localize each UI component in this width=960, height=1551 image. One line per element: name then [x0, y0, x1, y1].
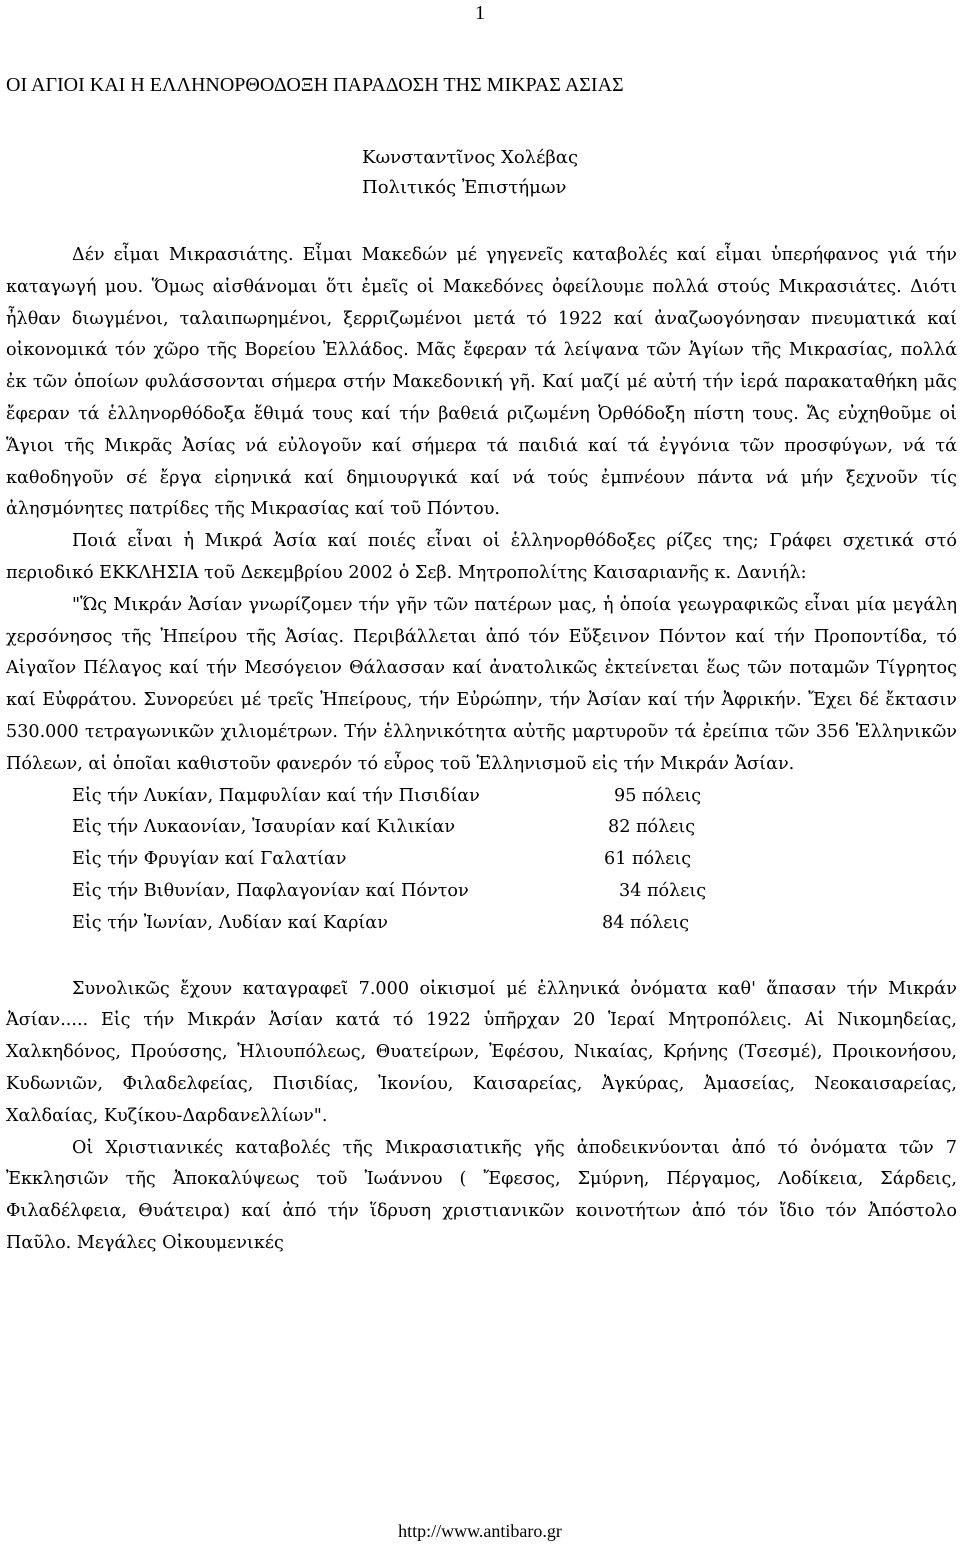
author-name: Κωνσταντῖνος Χολέβας: [362, 147, 579, 168]
list-item: [6, 812, 957, 844]
paragraph: Συνολικῶς ἔχουν καταγραφεῖ 7.000 οἰκισμοί μέ ἑλληνικά ὀνόματα καθ' ἅπασαν τήν Μικράν Ἀσίαν..... Εἰς τήν Μικράν Ἀσίαν κατά τό 1922 ὑπῆρχαν 20 Ἱεραί Μητροπόλεις. Αἱ Νικομηδείας, Χαλκηδόνος, Προύσσης, Ἡλιουπόλεως, Θυατείρων, Ἐφέσου, Νικαίας, Κρήνης (Τσεσμέ), Προικονήσου, Κυδωνιῶν, Φιλαδελφείας, Πισιδίας, Ἰκονίου, Καισαρείας, Ἀγκύρας, Ἀμασείας, Νεοκαισαρείας, Χαλδαίας, Κυζίκου-Δαρδανελλίων".: [6, 978, 957, 1126]
page-number: 1: [475, 2, 485, 24]
list-item: [6, 876, 957, 908]
author-role: Πολιτικός Ἐπιστήμων: [362, 177, 567, 198]
region-name: Εἰς τήν Βιθυνίαν, Παφλαγονίαν καί Πόντον: [72, 880, 469, 901]
regions-list: [6, 781, 957, 940]
region-count: 84 πόλεις: [602, 912, 690, 933]
region-count: 95 πόλεις: [614, 785, 702, 806]
footer-url: http://www.antibaro.gr: [398, 1521, 562, 1541]
document-title: ΟΙ ΑΓΙΟΙ ΚΑΙ Η ΕΛΛΗΝΟΡΘΟΔΟΞΗ ΠΑΡΑΔΟΣΗ ΤΗΣ ΜΙΚΡΑΣ ΑΣΙΑΣ: [6, 74, 624, 96]
paragraph: "Ὥς Μικράν Ἀσίαν γνωρίζομεν τήν γῆν τῶν πατέρων μας, ἡ ὁποία γεωγραφικῶς εἶναι μία μεγάλη χερσόνησος τῆς Ἠπείρου τῆς Ἀσίας. Περιβάλλεται ἀπό τόν Εὔξεινον Πόντον καί τήν Προποντίδα, τό Αἰγαῖον Πέλαγος καί τήν Μεσόγειον Θάλασσαν καί ἀνατολικῶς ἐκτείνεται ἕως τῶν ποταμῶν Τίγρητος καί Εὐφράτου. Συνορεύει μέ τρεῖς Ἠπείρους, τήν Εὐρώπην, τήν Ἀσίαν καί τήν Ἀφρικήν. Ἔχει δέ ἔκτασιν 530.000 τετραγωνικῶν χιλιομέτρων. Τήν ἑλληνικότητα αὐτῆς μαρτυροῦν τά ἐρείπια τῶν 356 Ἑλληνικῶν Πόλεων, αἱ ὁποῖαι καθιστοῦν φανερόν τό εὖρος τοῦ Ἑλληνισμοῦ εἰς τήν Μικράν Ἀσίαν.: [6, 594, 957, 774]
author-block: [362, 143, 578, 203]
region-name: Εἰς τήν Λυκαονίαν, Ἰσαυρίαν καί Κιλικίαν: [72, 817, 456, 838]
region-name: Εἰς τήν Φρυγίαν καί Γαλατίαν: [72, 849, 347, 870]
list-item: [6, 844, 957, 876]
region-name: Εἰς τήν Ἰωνίαν, Λυδίαν καί Καρίαν: [72, 912, 388, 933]
paragraph: Δέν εἶμαι Μικρασιάτης. Εἶμαι Μακεδών μέ γηγενεῖς καταβολές καί εἶμαι ὑπερήφανος γιά τήν καταγωγή μου. Ὅμως αἰσθάνομαι ὅτι ἐμεῖς οἱ Μακεδόνες ὀφείλουμε πολλά στούς Μικρασιάτες. Διότι ἦλθαν διωγμένοι, ταλαιπωρημένοι, ξερριζωμένοι μετά τό 1922 καί ἀναζωογόνησαν πνευματικά καί οἰκονομικά τόν χῶρο τῆς Βορείου Ἑλλάδος. Μᾶς ἔφεραν τά λείψανα τῶν Ἁγίων τῆς Μικρασίας, πολλά ἐκ τῶν ὁποίων φυλάσσονται σήμερα στήν Μακεδονική γῆ. Καί μαζί μέ αὐτή τήν ἱερά παρακαταθήκη μᾶς ἔφεραν τά ἑλληνορθόδοξα ἔθιμά τους καί τήν βαθειά ριζωμένη Ὀρθόδοξη πίστη τους. Ἄς εὐχηθοῦμε οἱ Ἅγιοι τῆς Μικρᾶς Ἀσίας νά εὐλογοῦν καί σήμερα τά παιδιά καί τά ἐγγόνια τῶν προσφύγων, νά τά καθοδηγοῦν σέ ἔργα εἰρηνικά καί δημιουργικά καί νά τούς ἐμπνέουν πάντα νά μήν ξεχνοῦν τίς ἀλησμόνητες πατρίδες τῆς Μικρασίας καί τοῦ Πόντου.: [6, 245, 957, 520]
spacer: [6, 940, 957, 974]
region-count: 82 πόλεις: [608, 817, 696, 838]
region-name: Εἰς τήν Λυκίαν, Παμφυλίαν καί τήν Πισιδίαν: [72, 785, 480, 806]
list-item: [6, 908, 957, 940]
paragraph: Ποιά εἶναι ἡ Μικρά Ἀσία καί ποιές εἶναι οἱ ἑλληνορθόδοξες ρίζες της; Γράφει σχετικά στό περιοδικό ΕΚΚΛΗΣΙΑ τοῦ Δεκεμβρίου 2002 ὁ Σεβ. Μητροπολίτης Καισαριανῆς κ. Δανιήλ:: [6, 531, 957, 583]
region-count: 61 πόλεις: [604, 849, 692, 870]
list-item: [6, 781, 957, 813]
article-body: [6, 240, 957, 1260]
paragraph: Οἱ Χριστιανικές καταβολές τῆς Μικρασιατικῆς γῆς ἀποδεικνύονται ἀπό τό ὀνόματα τῶν 7 Ἐκκλησιῶν τῆς Ἀποκαλύψεως τοῦ Ἰωάννου ( Ἔφεσος, Σμύρνη, Πέργαμος, Λοδίκεια, Σάρδεις, Φιλαδέλφεια, Θυάτειρα) καί ἀπό τήν ἵδρυση χριστιανικῶν κοινοτήτων ἀπό τόν ἴδιο τόν Ἀπόστολο Παῦλο. Μεγάλες Οἰκουμενικές: [6, 1137, 957, 1253]
region-count: 34 πόλεις: [619, 880, 707, 901]
